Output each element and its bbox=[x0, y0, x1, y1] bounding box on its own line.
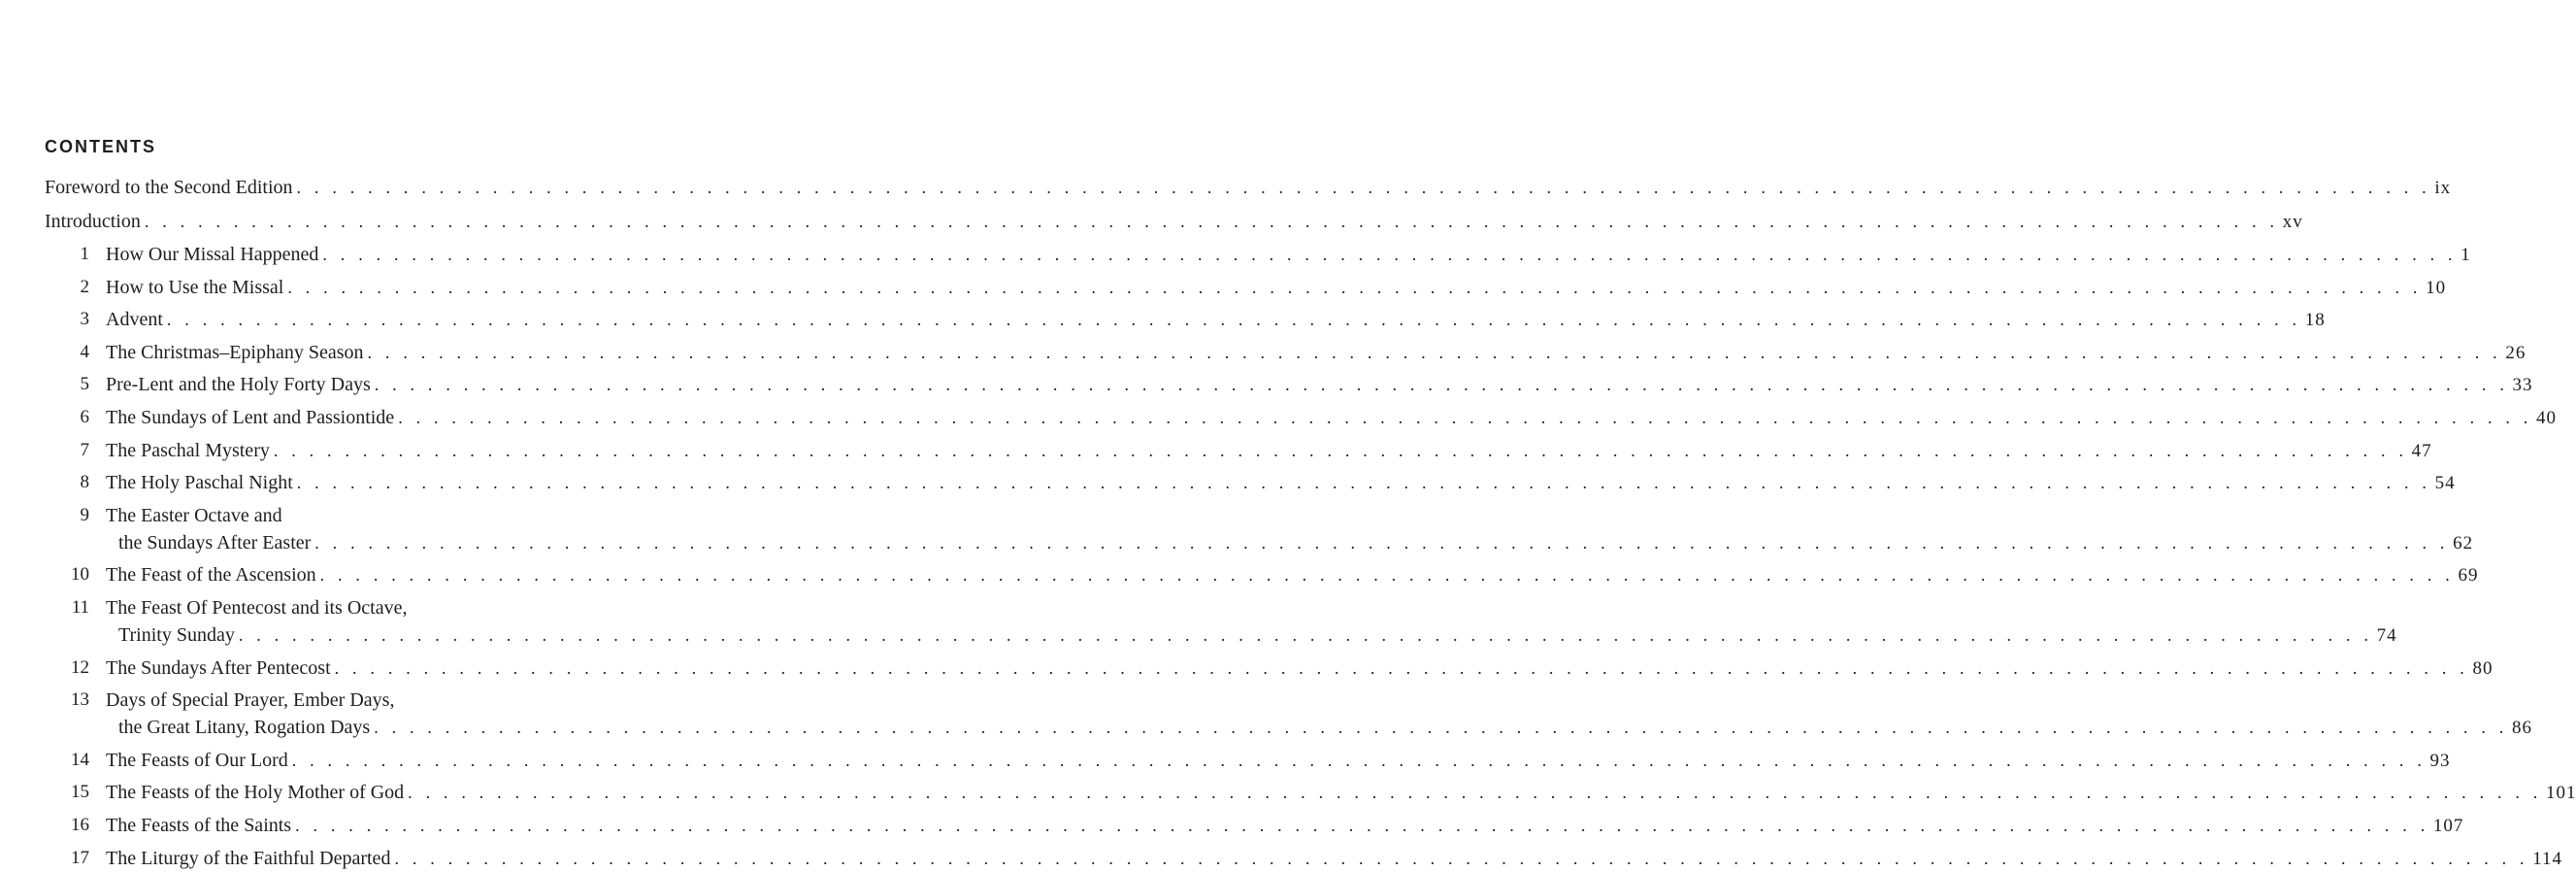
chapter-number: 14 bbox=[71, 749, 89, 770]
entry-title: The Sundays After Pentecost bbox=[106, 656, 331, 679]
entry-title: The Sundays of Lent and Passiontide bbox=[106, 407, 395, 428]
dot-leader: . . . . . . . . . . . . . . . . . . . . . . . . . . . . . . . . . . . . . . . . . . . . . . . . . . . . . . . . . . . . . . . . . . . . . . . . . . . . . . . . . . . . . . . . . . . . . . . . . . . . . . . . . . . . . . . . . . . . . . . . bbox=[408, 783, 2542, 803]
front-matter-entry bbox=[45, 209, 2303, 234]
page-number: 69 bbox=[2458, 565, 2479, 587]
dot-leader: . . . . . . . . . . . . . . . . . . . . . . . . . . . . . . . . . . . . . . . . . . . . . . . . . . . . . . . . . . . . . . . . . . . . . . . . . . . . . . . . . . . . . . . . . . . . . . . . . . . . . . . . . . . . . . . . . . . . . . . . bbox=[394, 848, 2529, 868]
entry-title: Trinity Sunday bbox=[118, 624, 235, 646]
dot-leader: . . . . . . . . . . . . . . . . . . . . . . . . . . . . . . . . . . . . . . . . . . . . . . . . . . . . . . . . . . . . . . . . . . . . . . . . . . . . . . . . . . . . . . . . . . . . . . . . . . . . . . . . . . . . . . . . . . . . . . . . bbox=[291, 750, 2427, 770]
front-matter-entry bbox=[45, 175, 2452, 200]
dot-leader: . . . . . . . . . . . . . . . . . . . . . . . . . . . . . . . . . . . . . . . . . . . . . . . . . . . . . . . . . . . . . . . . . . . . . . . . . . . . . . . . . . . . . . . . . . . . . . . . . . . . . . . . . . . . . . . . . . . . . . . . bbox=[287, 277, 2423, 297]
page-number: 1 bbox=[2460, 245, 2471, 265]
page-number: 80 bbox=[2472, 657, 2493, 679]
page-number: xv bbox=[2282, 212, 2303, 232]
chapter-entry-continuation bbox=[118, 622, 2397, 648]
contents-heading: CONTENTS bbox=[45, 137, 156, 156]
entry-title: The Feasts of Our Lord bbox=[106, 749, 288, 771]
dot-leader: . . . . . . . . . . . . . . . . . . . . . . . . . . . . . . . . . . . . . . . . . . . . . . . . . . . . . . . . . . . . . . . . . . . . . . . . . . . . . . . . . . . . . . . . . . . . . . . . . . . . . . . . . . . . . . . . . . . . . . . . bbox=[322, 245, 2458, 264]
chapter-number: 1 bbox=[80, 244, 89, 264]
chapter-entry bbox=[106, 470, 2456, 495]
chapter-number: 2 bbox=[80, 276, 89, 297]
page-number: 101 bbox=[2545, 783, 2576, 804]
chapter-number: 15 bbox=[71, 782, 89, 803]
chapter-number: 9 bbox=[80, 504, 89, 525]
entry-title: Pre-Lent and the Holy Forty Days bbox=[106, 374, 371, 396]
chapter-number: 13 bbox=[71, 689, 89, 711]
dot-leader: . . . . . . . . . . . . . . . . . . . . . . . . . . . . . . . . . . . . . . . . . . . . . . . . . . . . . . . . . . . . . . . . . . . . . . . . . . . . . . . . . . . . . . . . . . . . . . . . . . . . . . . . . . . . . . . . . . . . . . . . bbox=[334, 657, 2469, 678]
chapter-entry-continuation bbox=[118, 530, 2474, 555]
dot-leader: . . . . . . . . . . . . . . . . . . . . . . . . . . . . . . . . . . . . . . . . . . . . . . . . . . . . . . . . . . . . . . . . . . . . . . . . . . . . . . . . . . . . . . . . . . . . . . . . . . . . . . . . . . . . . . . . . . . . . . . . bbox=[314, 532, 2450, 553]
entry-title: The Liturgy of the Faithful Departed bbox=[106, 847, 391, 869]
page-number: ix bbox=[2434, 178, 2452, 198]
dot-leader: . . . . . . . . . . . . . . . . . . . . . . . . . . . . . . . . . . . . . . . . . . . . . . . . . . . . . . . . . . . . . . . . . . . . . . . . . . . . . . . . . . . . . . . . . . . . . . . . . . . . . . . . . . . . . . . . . . . . . . . . bbox=[319, 565, 2455, 586]
page-number: 26 bbox=[2505, 342, 2526, 363]
dot-leader: . . . . . . . . . . . . . . . . . . . . . . . . . . . . . . . . . . . . . . . . . . . . . . . . . . . . . . . . . . . . . . . . . . . . . . . . . . . . . . . . . . . . . . . . . . . . . . . . . . . . . . . . . . . . . . . . . . . . . . . . bbox=[374, 375, 2509, 395]
entry-title: The Feast Of Pentecost and its Octave, bbox=[106, 597, 408, 619]
dot-leader: . . . . . . . . . . . . . . . . . . . . . . . . . . . . . . . . . . . . . . . . . . . . . . . . . . . . . . . . . . . . . . . . . . . . . . . . . . . . . . . . . . . . . . . . . . . . . . . . . . . . . . . . . . . . . . . . . . . . . . . . bbox=[296, 178, 2431, 197]
entry-title: the Great Litany, Rogation Days bbox=[118, 717, 371, 739]
entry-title: Advent bbox=[106, 309, 163, 331]
chapter-number: 5 bbox=[80, 374, 89, 395]
dot-leader: . . . . . . . . . . . . . . . . . . . . . . . . . . . . . . . . . . . . . . . . . . . . . . . . . . . . . . . . . . . . . . . . . . . . . . . . . . . . . . . . . . . . . . . . . . . . . . . . . . . . . . . . . . . . . . . . . . . . . . . . bbox=[144, 212, 2279, 231]
entry-title: Introduction bbox=[45, 211, 141, 232]
page-number: 86 bbox=[2512, 718, 2533, 739]
entry-title: How Our Missal Happened bbox=[106, 244, 319, 265]
chapter-entry bbox=[106, 748, 2451, 773]
page-number: 107 bbox=[2432, 816, 2464, 836]
chapter-number: 16 bbox=[71, 815, 89, 835]
chapter-entry bbox=[106, 562, 2479, 587]
chapter-number: 17 bbox=[71, 847, 89, 868]
chapter-number: 3 bbox=[80, 309, 89, 330]
page-number: 54 bbox=[2434, 473, 2456, 494]
entry-title: The Paschal Mystery bbox=[106, 439, 270, 461]
page-number: 18 bbox=[2304, 310, 2326, 331]
chapter-entry bbox=[106, 813, 2464, 838]
dot-leader: . . . . . . . . . . . . . . . . . . . . . . . . . . . . . . . . . . . . . . . . . . . . . . . . . . . . . . . . . . . . . . . . . . . . . . . . . . . . . . . . . . . . . . . . . . . . . . . . . . . . . . . . . . . . . . . . . . . . . . . . bbox=[398, 408, 2532, 427]
chapter-number: 12 bbox=[71, 656, 89, 678]
dot-leader: . . . . . . . . . . . . . . . . . . . . . . . . . . . . . . . . . . . . . . . . . . . . . . . . . . . . . . . . . . . . . . . . . . . . . . . . . . . . . . . . . . . . . . . . . . . . . . . . . . . . . . . . . . . . . . . . . . . . . . . . bbox=[374, 718, 2509, 738]
dot-leader: . . . . . . . . . . . . . . . . . . . . . . . . . . . . . . . . . . . . . . . . . . . . . . . . . . . . . . . . . . . . . . . . . . . . . . . . . . . . . . . . . . . . . . . . . . . . . . . . . . . . . . . . . . . . . . . . . . . . . . . . bbox=[367, 342, 2502, 362]
entry-title: How to Use the Missal bbox=[106, 276, 284, 298]
chapter-entry-continuation bbox=[118, 715, 2533, 740]
chapter-entry bbox=[106, 846, 2563, 871]
chapter-entry bbox=[106, 655, 2493, 681]
chapter-number: 4 bbox=[80, 341, 89, 362]
entry-title: The Feasts of the Holy Mother of God bbox=[106, 782, 405, 804]
chapter-number: 10 bbox=[71, 564, 89, 586]
chapter-number: 7 bbox=[80, 439, 89, 460]
dot-leader: . . . . . . . . . . . . . . . . . . . . . . . . . . . . . . . . . . . . . . . . . . . . . . . . . . . . . . . . . . . . . . . . . . . . . . . . . . . . . . . . . . . . . . . . . . . . . . . . . . . . . . . . . . . . . . . . . . . . . . . . bbox=[166, 310, 2301, 330]
dot-leader: . . . . . . . . . . . . . . . . . . . . . . . . . . . . . . . . . . . . . . . . . . . . . . . . . . . . . . . . . . . . . . . . . . . . . . . . . . . . . . . . . . . . . . . . . . . . . . . . . . . . . . . . . . . . . . . . . . . . . . . . bbox=[296, 473, 2431, 493]
chapter-entry bbox=[106, 307, 2326, 332]
page-number: 93 bbox=[2429, 750, 2451, 771]
chapter-number: 11 bbox=[71, 597, 89, 618]
chapter-entry bbox=[106, 780, 2576, 805]
entry-title: The Easter Octave and bbox=[106, 504, 282, 526]
page-number: 114 bbox=[2532, 848, 2563, 869]
chapter-number: 8 bbox=[80, 472, 89, 493]
entry-title: Days of Special Prayer, Ember Days, bbox=[106, 689, 395, 712]
dot-leader: . . . . . . . . . . . . . . . . . . . . . . . . . . . . . . . . . . . . . . . . . . . . . . . . . . . . . . . . . . . . . . . . . . . . . . . . . . . . . . . . . . . . . . . . . . . . . . . . . . . . . . . . . . . . . . . . . . . . . . . . bbox=[295, 816, 2429, 835]
chapter-entry bbox=[106, 405, 2557, 430]
page-number: 33 bbox=[2512, 375, 2533, 396]
chapter-number: 6 bbox=[80, 407, 89, 427]
dot-leader: . . . . . . . . . . . . . . . . . . . . . . . . . . . . . . . . . . . . . . . . . . . . . . . . . . . . . . . . . . . . . . . . . . . . . . . . . . . . . . . . . . . . . . . . . . . . . . . . . . . . . . . . . . . . . . . . . . . . . . . . bbox=[238, 625, 2373, 645]
entry-title: Foreword to the Second Edition bbox=[45, 177, 293, 198]
entry-title: The Feasts of the Saints bbox=[106, 815, 292, 836]
chapter-entry bbox=[106, 372, 2533, 397]
entry-title: the Sundays After Easter bbox=[118, 531, 312, 553]
entry-title: The Feast of the Ascension bbox=[106, 564, 316, 587]
page-number: 62 bbox=[2453, 532, 2474, 553]
chapter-entry bbox=[106, 340, 2526, 365]
chapter-entry bbox=[106, 275, 2447, 300]
chapter-entry bbox=[106, 242, 2471, 267]
page-number: 10 bbox=[2426, 277, 2447, 298]
chapter-entry bbox=[106, 438, 2432, 463]
entry-title: The Holy Paschal Night bbox=[106, 472, 293, 494]
entry-title: The Christmas–Epiphany Season bbox=[106, 341, 364, 363]
dot-leader: . . . . . . . . . . . . . . . . . . . . . . . . . . . . . . . . . . . . . . . . . . . . . . . . . . . . . . . . . . . . . . . . . . . . . . . . . . . . . . . . . . . . . . . . . . . . . . . . . . . . . . . . . . . . . . . . . . . . . . . . bbox=[273, 440, 2408, 460]
page-number: 47 bbox=[2411, 440, 2432, 461]
page-number: 74 bbox=[2376, 625, 2397, 646]
page-number: 40 bbox=[2536, 408, 2557, 428]
